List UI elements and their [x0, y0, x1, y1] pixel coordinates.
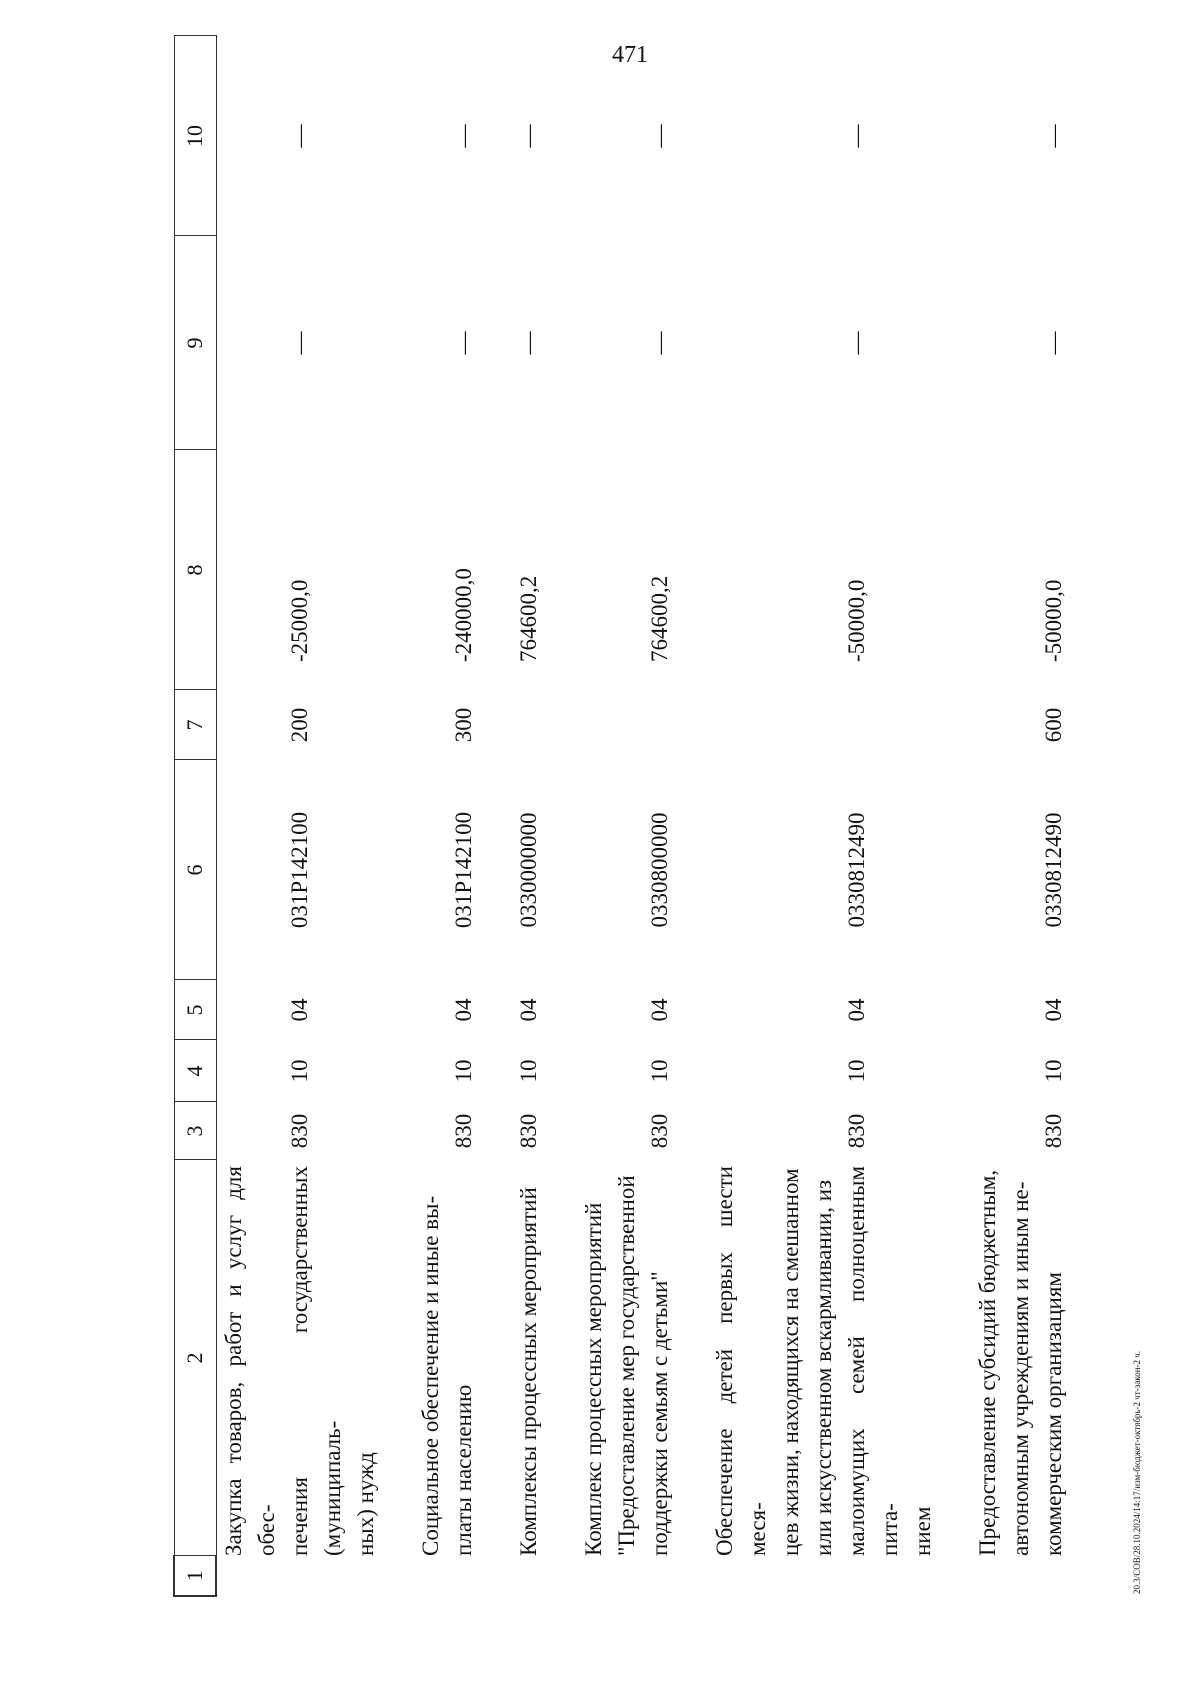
- code-5: 04: [286, 998, 312, 1022]
- description-line: малоимущих семей полноценным пита-: [843, 1166, 902, 1556]
- col-10-value: —: [515, 124, 541, 148]
- description-line: коммерческим организациям: [1040, 1272, 1066, 1556]
- code-4: 10: [450, 1059, 476, 1083]
- code-6: 031P142100: [286, 811, 312, 929]
- code-4: 10: [843, 1059, 869, 1083]
- column-number: 7: [174, 690, 216, 760]
- table-row: [414, 36, 480, 1596]
- row-description: [414, 1160, 480, 1556]
- row-spacer: [382, 36, 414, 1596]
- code-6: 0330812490: [843, 812, 869, 928]
- amount: -240000,0: [450, 568, 476, 662]
- col-9-value: —: [646, 331, 672, 355]
- column-number: 4: [174, 1040, 216, 1102]
- code-5: 04: [450, 998, 476, 1022]
- description-line: поддержки семьям с детьми": [646, 1271, 672, 1556]
- description-line: ных) нужд: [352, 1452, 378, 1556]
- code-7: [708, 690, 939, 760]
- row-spacer-cell: [676, 36, 708, 1596]
- row-spacer-cell: [545, 36, 577, 1596]
- amount: 764600,2: [646, 575, 672, 662]
- description-line: "Предоставление мер государственной: [613, 1175, 639, 1556]
- column-1-cell: [216, 1556, 382, 1596]
- description-line: Предоставление субсидий бюджетным,: [974, 1169, 1000, 1556]
- row-spacer: [939, 36, 971, 1596]
- column-number: 10: [174, 36, 216, 236]
- code-4: 10: [1040, 1059, 1066, 1083]
- column-1-cell: [577, 1556, 676, 1596]
- col-9-value: —: [515, 331, 541, 355]
- code-7: [512, 690, 545, 760]
- table-row: [708, 36, 939, 1596]
- row-description: [708, 1160, 939, 1556]
- description-line: нием: [909, 1506, 935, 1556]
- row-description: [216, 1160, 382, 1556]
- code-6: 0330800000: [646, 812, 672, 928]
- col-10-value: —: [1040, 124, 1066, 148]
- amount: -25000,0: [286, 579, 312, 662]
- code-4: 10: [515, 1059, 541, 1083]
- column-number-row: [174, 36, 216, 1596]
- table-row: [577, 36, 676, 1596]
- code-3: 830: [646, 1113, 672, 1149]
- code-7: 300: [450, 707, 476, 743]
- code-4: 10: [646, 1059, 672, 1083]
- code-3: 830: [450, 1113, 476, 1149]
- table-row: [216, 36, 382, 1596]
- table-body: [216, 36, 1074, 1596]
- code-4: 10: [286, 1059, 312, 1083]
- column-number: 6: [174, 760, 216, 980]
- description-line: платы населению: [450, 1384, 476, 1556]
- col-10-value: —: [450, 124, 476, 148]
- code-7: [577, 690, 676, 760]
- description-line: Обеспечение детей первых шести меся-: [711, 1166, 770, 1556]
- col-9-value: —: [450, 331, 476, 355]
- code-5: 04: [515, 998, 541, 1022]
- code-7: 600: [1040, 707, 1066, 743]
- column-number: 9: [174, 236, 216, 450]
- footer-code: 20.3/СОВ/28.10.2024/14:17/изм-бюджет-октябрь-2 чт-закон-2 ч.: [1132, 1350, 1142, 1594]
- table-row: [512, 36, 545, 1596]
- column-number: 2: [174, 1160, 216, 1556]
- code-5: 04: [646, 998, 672, 1022]
- code-6: 031P142100: [450, 811, 476, 929]
- rotated-budget-table: [173, 77, 1066, 1597]
- code-7: 200: [286, 707, 312, 743]
- amount: 764600,2: [515, 575, 541, 662]
- description-line: или искусственном вскармливании, из: [810, 1179, 836, 1556]
- row-description: [512, 1160, 545, 1556]
- description-line: Социальное обеспечение и иные вы-: [417, 1195, 443, 1556]
- code-3: 830: [843, 1113, 869, 1149]
- description-line: цев жизни, находящихся на смешанном: [777, 1168, 803, 1556]
- table-row: [971, 36, 1070, 1596]
- row-spacer: [1070, 36, 1074, 1596]
- description-line: Комплекс процессных мероприятий: [580, 1202, 606, 1556]
- row-spacer-cell: [382, 36, 414, 1596]
- col-9-value: —: [286, 331, 312, 355]
- code-5: 04: [843, 998, 869, 1022]
- description-line: печения государственных (муниципаль-: [286, 1166, 345, 1556]
- row-spacer: [545, 36, 577, 1596]
- column-1-cell: [414, 1556, 480, 1596]
- column-1-cell: [971, 1556, 1070, 1596]
- column-number: 5: [174, 980, 216, 1040]
- row-spacer: [676, 36, 708, 1596]
- col-9-value: —: [1040, 331, 1066, 355]
- column-1-cell: [708, 1556, 939, 1596]
- code-6: 0330000000: [515, 812, 541, 928]
- code-3: 830: [286, 1113, 312, 1149]
- row-description: [577, 1160, 676, 1556]
- row-spacer: [480, 36, 512, 1596]
- column-1-cell: [512, 1556, 545, 1596]
- description-line: Комплексы процессных мероприятий: [515, 1187, 541, 1556]
- amount: -50000,0: [843, 579, 869, 662]
- col-10-value: —: [646, 124, 672, 148]
- column-number: 3: [174, 1102, 216, 1160]
- row-spacer-cell: [480, 36, 512, 1596]
- code-3: 830: [515, 1113, 541, 1149]
- code-5: 04: [1040, 998, 1066, 1022]
- row-spacer-cell: [939, 36, 971, 1596]
- column-number: 1: [174, 1556, 216, 1596]
- page-number: 471: [612, 42, 648, 68]
- amount: -50000,0: [1040, 579, 1066, 662]
- column-number: 8: [174, 450, 216, 690]
- col-10-value: —: [843, 124, 869, 148]
- row-spacer-cell: [1070, 36, 1074, 1596]
- code-3: 830: [1040, 1113, 1066, 1149]
- row-description: [971, 1160, 1070, 1556]
- col-9-value: —: [843, 331, 869, 355]
- col-10-value: —: [286, 124, 312, 148]
- description-line: автономным учреждениям и иным не-: [1007, 1181, 1033, 1556]
- budget-table: [173, 36, 1074, 1598]
- description-line: Закупка товаров, работ и услуг для обес-: [220, 1166, 279, 1556]
- code-6: 0330812490: [1040, 812, 1066, 928]
